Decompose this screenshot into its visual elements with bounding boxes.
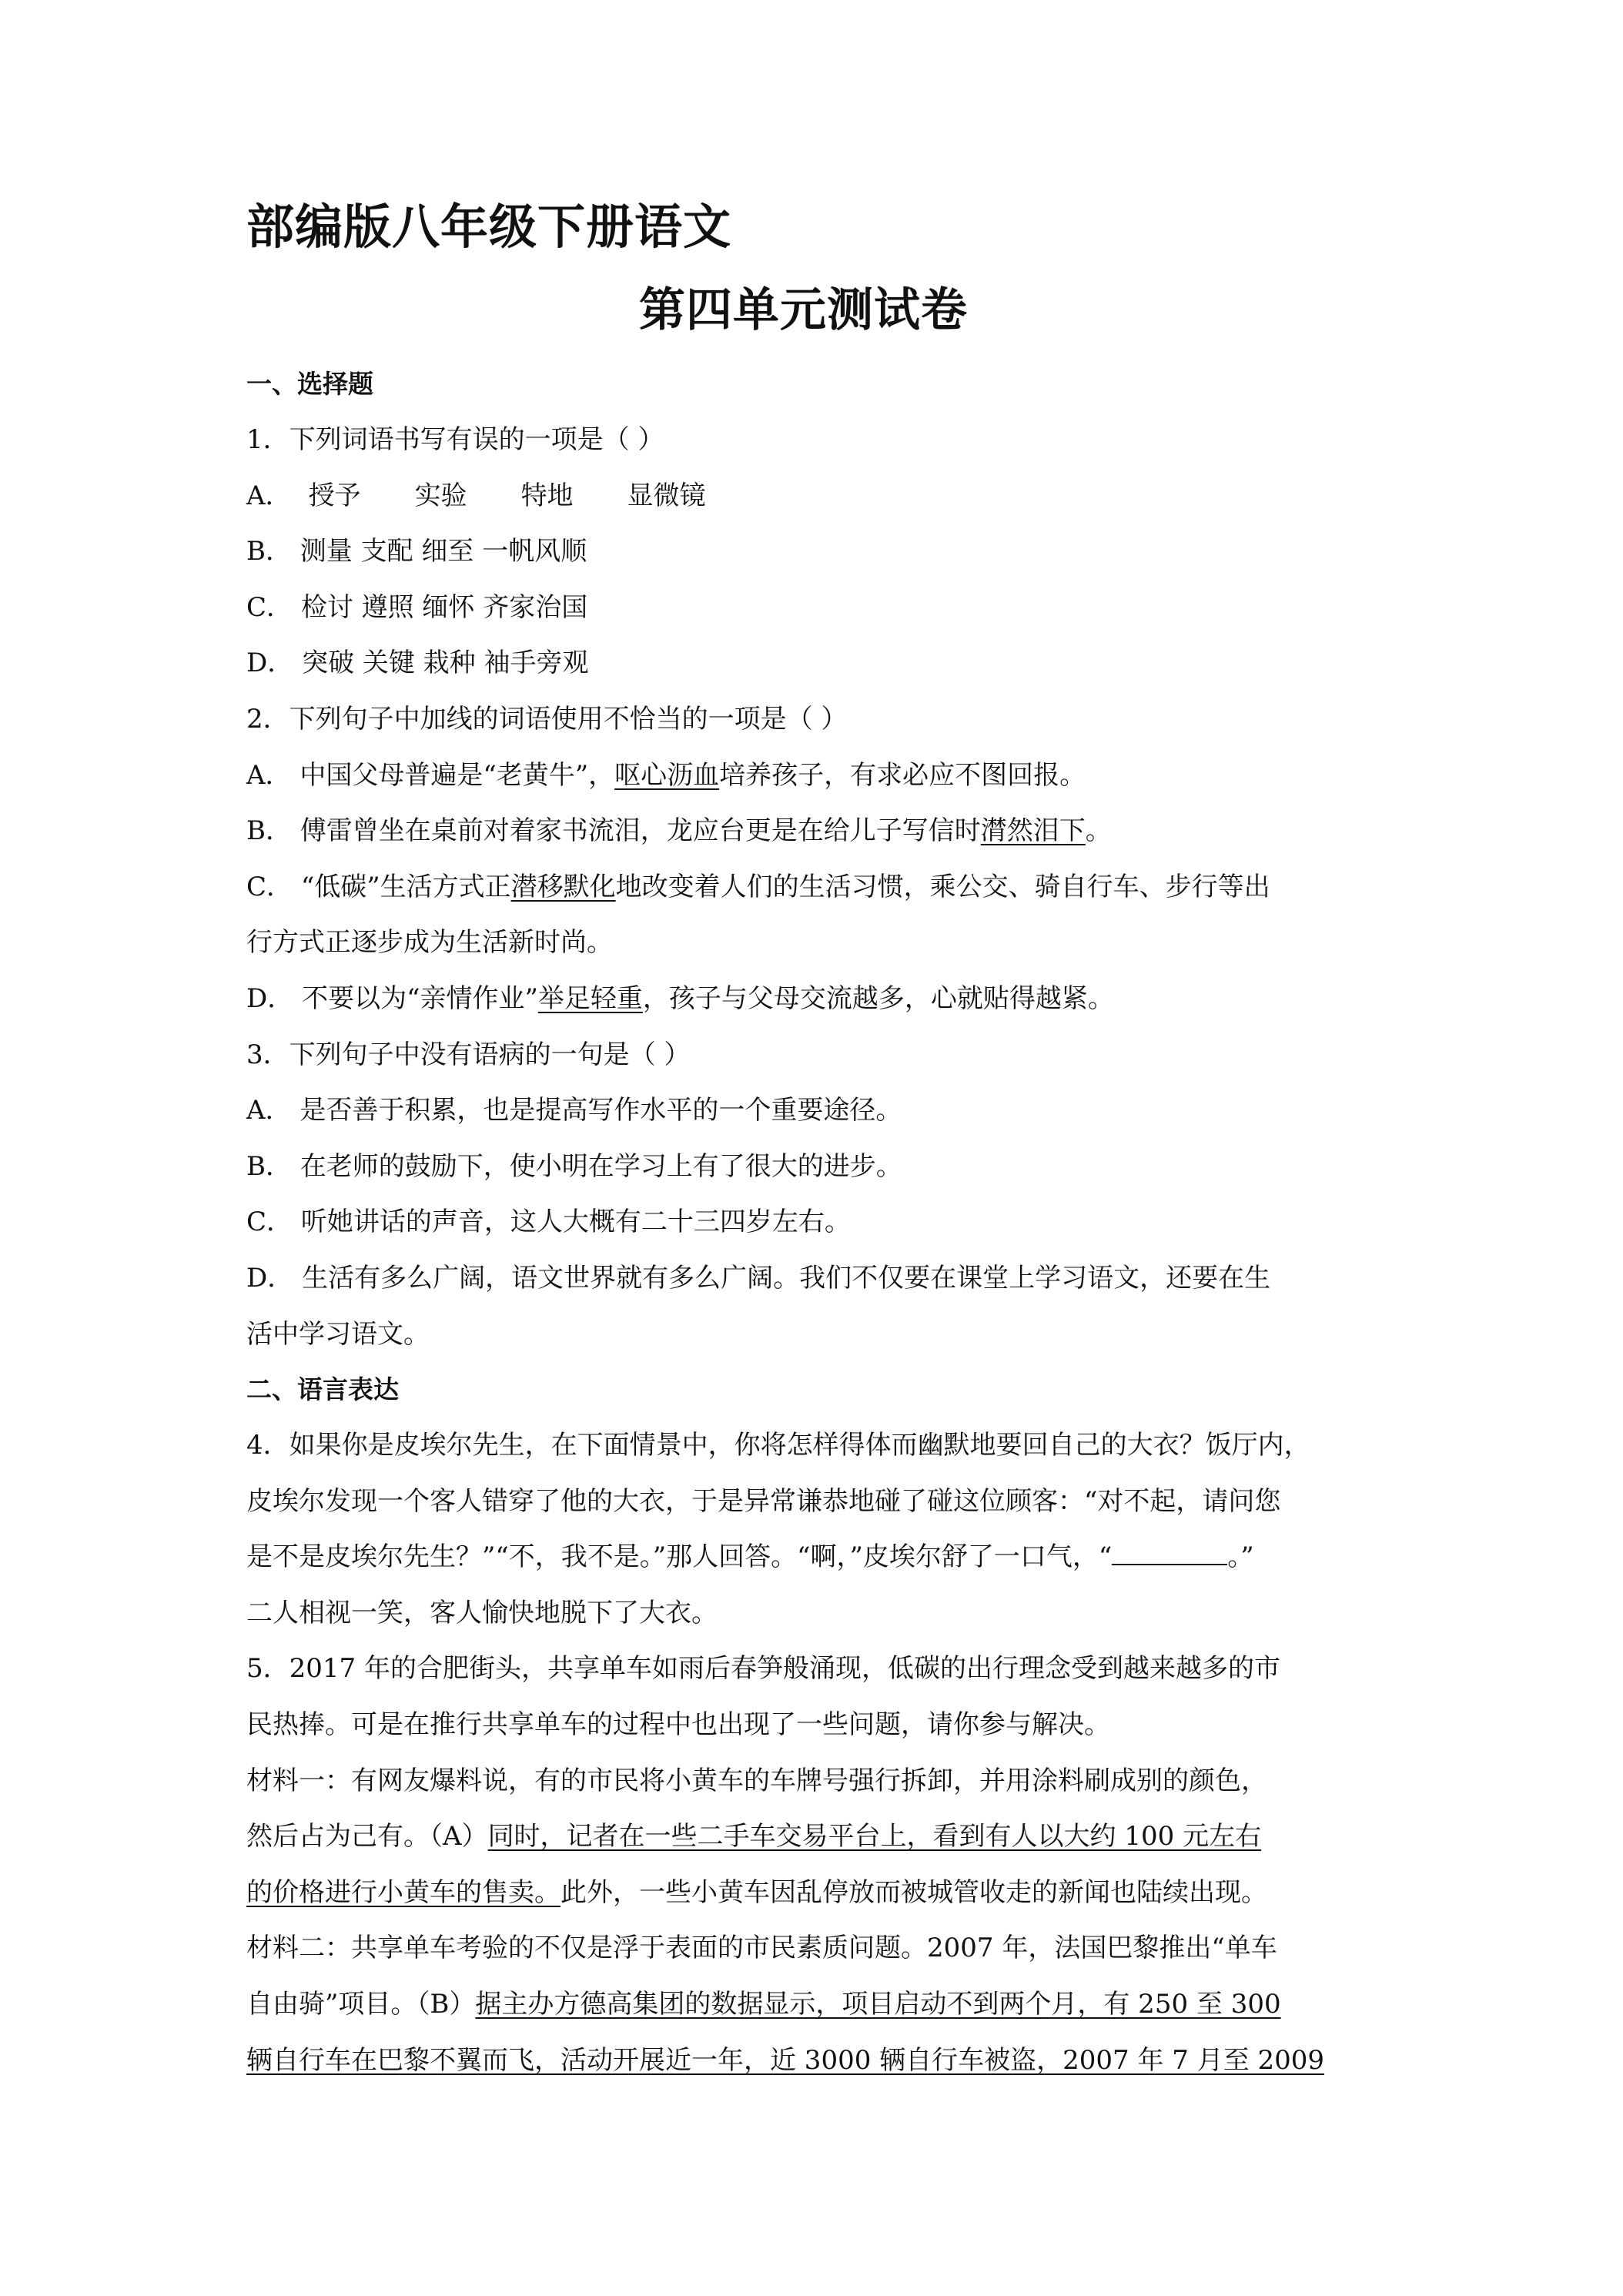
question-4-line: [246, 1529, 1386, 1585]
underlined-word: 举足轻重: [537, 982, 643, 1014]
question-4-line: 二人相视一笑，客人愉快地脱下了大衣。: [246, 1597, 718, 1628]
option-word: 授予: [308, 480, 361, 511]
option-text: 。: [1085, 815, 1112, 847]
question-2-option-d: [246, 971, 1386, 1027]
question-2-option-c: [246, 859, 1386, 915]
question-3-option-a: A． 是否善于积累，也是提高写作水平的一个重要途径。: [246, 1095, 902, 1126]
material-text: 自由骑”项目。（B）: [246, 1989, 476, 2020]
question-2-option-b: [246, 803, 1386, 859]
option-word: 显微镜: [627, 480, 706, 511]
option-text: B． 傅雷曾坐在桌前对着家书流泪，龙应台更是在给儿子写信时: [246, 815, 981, 847]
underlined-word: 呕心沥血: [614, 759, 720, 791]
underlined-sentence: 同时，记者在一些二手车交易平台上，看到有人以大约 100 元左右: [487, 1821, 1262, 1853]
underlined-word: 潜移默化: [510, 871, 616, 902]
section-heading-expression: 二、语言表达: [246, 1374, 399, 1405]
option-text: ，孩子与父母交流越多，心就贴得越紧。: [642, 982, 1114, 1014]
underlined-sentence: 的价格进行小黄车的售卖。: [246, 1876, 561, 1908]
underlined-sentence: 据主办方德高集团的数据显示，项目启动不到两个月，有 250 至 300: [475, 1989, 1281, 2020]
question-1-option-d: D． 突破 关键 栽种 袖手旁观: [246, 648, 589, 679]
option-word: 实验: [414, 480, 467, 511]
material-1-line: 材料一：有网友爆料说，有的市民将小黄车的车牌号强行拆卸，并用涂料刷成别的颜色，: [246, 1765, 1267, 1796]
answer-blank[interactable]: [1112, 1541, 1227, 1565]
question-3-option-d-cont: 活中学习语文。: [246, 1318, 430, 1350]
question-5-line: 5．2017 年的合肥街头，共享单车如雨后春笋般涌现，低碳的出行理念受到越来越多的市: [246, 1653, 1280, 1685]
underlined-word: 潸然泪下: [980, 815, 1086, 847]
option-word: 特地: [520, 480, 574, 511]
question-2-stem: 2．下列句子中加线的词语使用不恰当的一项是（ ）: [246, 703, 848, 735]
question-text: 是不是皮埃尔先生？”“不，我不是。”那人回答。“啊，”皮埃尔舒了一口气，“: [246, 1541, 1113, 1573]
document-title: 部编版八年级下册语文: [246, 199, 732, 255]
material-1-line: [246, 1865, 1386, 1921]
material-text: 此外，一些小黄车因乱停放而被城管收走的新闻也陆续出现。: [561, 1876, 1267, 1908]
material-2-line: [246, 1976, 1386, 2033]
option-text: 培养孩子，有求必应不图回报。: [719, 759, 1086, 791]
material-2-line: [246, 2033, 1386, 2089]
option-text: D． 不要以为“亲情作业”: [246, 982, 538, 1014]
material-text: 然后占为己有。（A）: [246, 1821, 488, 1853]
question-3-option-c: C． 听她讲话的声音，这人大概有二十三四岁左右。: [246, 1207, 851, 1238]
question-4-line: 4．如果你是皮埃尔先生，在下面情景中，你将怎样得体而幽默地要回自己的大衣？饭厅内，: [246, 1430, 1310, 1461]
question-1-option-c: C． 检讨 遵照 缅怀 齐家治国: [246, 591, 588, 623]
question-5-line: 民热捧。可是在推行共享单车的过程中也出现了一些问题，请你参与解决。: [246, 1709, 1110, 1741]
option-text: C． “低碳”生活方式正: [246, 871, 511, 902]
option-text: 地改变着人们的生活习惯，乘公交、骑自行车、步行等出: [615, 871, 1270, 902]
option-text: A． 中国父母普遍是“老黄牛”，: [246, 759, 615, 791]
question-4-line: 皮埃尔发现一个客人错穿了他的大衣，于是异常谦恭地碰了碰这位顾客：“对不起，请问您: [246, 1485, 1281, 1517]
document-page: [246, 196, 1386, 2088]
question-text: 。”: [1227, 1541, 1254, 1573]
option-label: A．: [246, 480, 292, 511]
material-2-line: 材料二：共享单车考验的不仅是浮于表面的市民素质问题。2007 年，法国巴黎推出“单车: [246, 1933, 1277, 1964]
question-3-option-d: D． 生活有多么广阔，语文世界就有多么广阔。我们不仅要在课堂上学习语文，还要在生: [246, 1262, 1271, 1294]
material-1-line: [246, 1809, 1386, 1865]
question-1-option-b: B． 测量 支配 细至 一帆风顺: [246, 536, 587, 567]
question-3-option-b: B． 在老师的鼓励下，使小明在学习上有了很大的进步。: [246, 1150, 902, 1182]
question-1-option-a: [246, 468, 1386, 524]
underlined-sentence: 辆自行车在巴黎不翼而飞，活动开展近一年，近 3000 辆自行车被盗，2007 年 7 月至 2009: [246, 2044, 1325, 2076]
question-1-stem: 1．下列词语书写有误的一项是（ ）: [246, 424, 664, 455]
question-3-stem: 3．下列句子中没有语病的一句是（ ）: [246, 1039, 691, 1070]
question-2-option-c-cont: 行方式正逐步成为生活新时尚。: [246, 927, 613, 959]
question-2-option-a: [246, 748, 1386, 804]
document-subtitle: 第四单元测试卷: [639, 283, 968, 337]
section-heading-choice: 一、选择题: [246, 369, 373, 399]
